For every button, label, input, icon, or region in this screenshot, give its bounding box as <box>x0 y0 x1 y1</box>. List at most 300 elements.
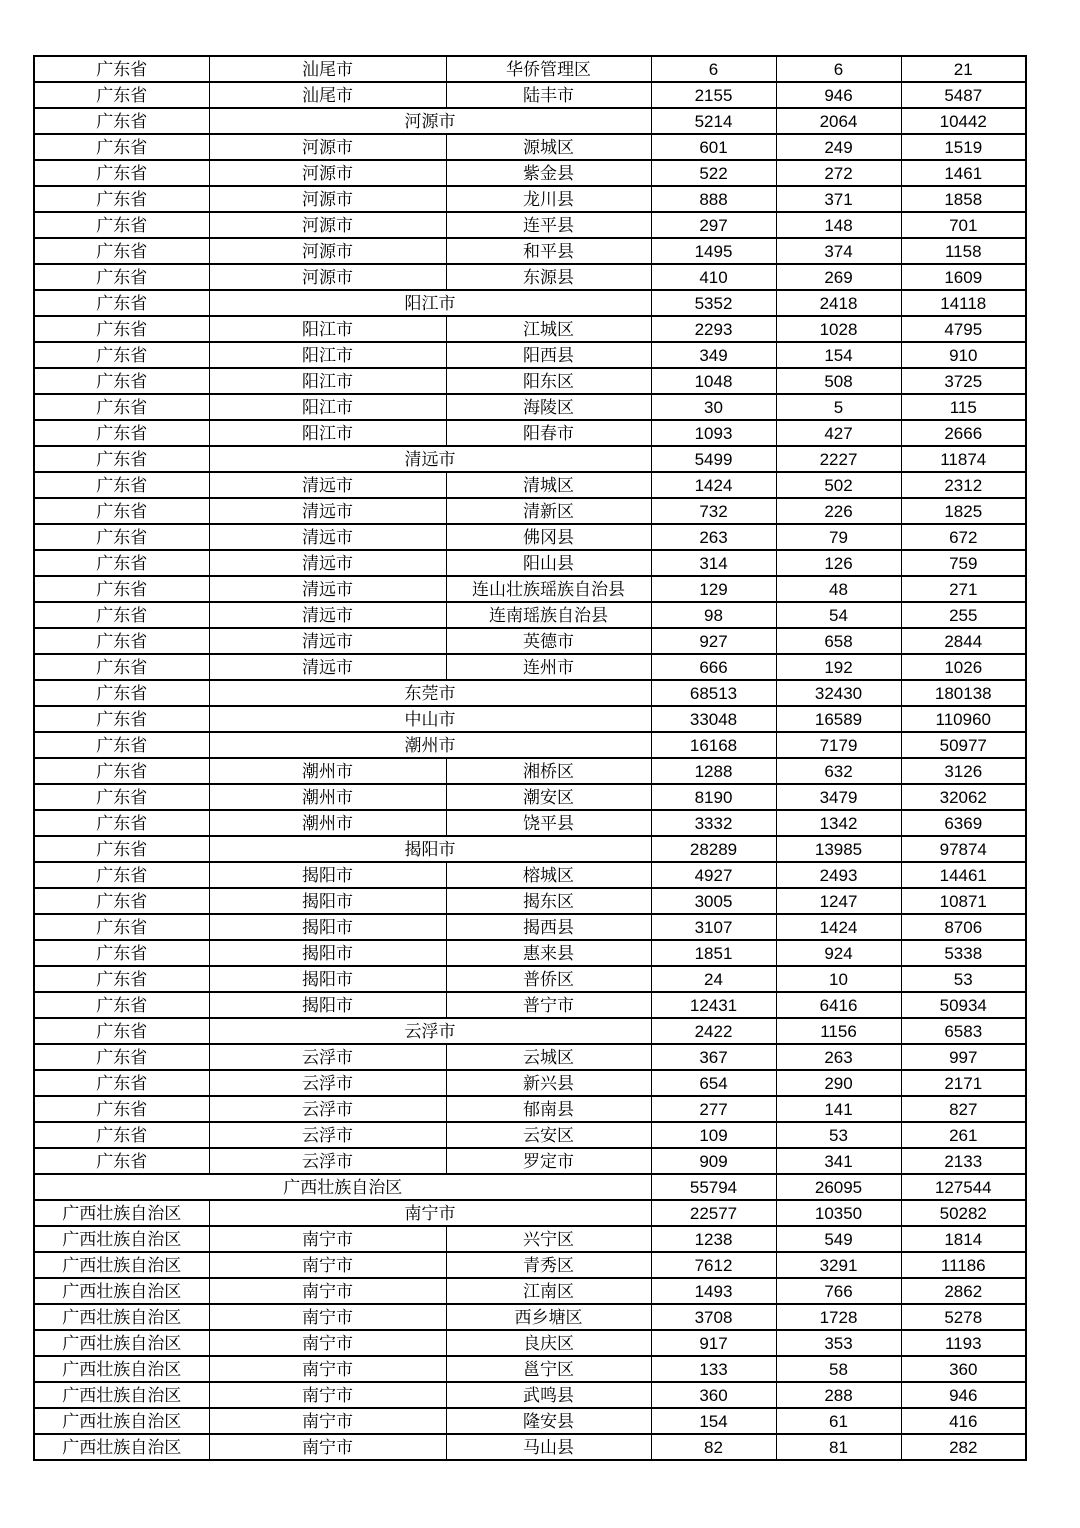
cell-district: 隆安县 <box>446 1408 651 1434</box>
cell-district: 阳春市 <box>446 420 651 446</box>
cell-value-2: 32430 <box>776 680 901 706</box>
cell-value-1: 154 <box>651 1408 776 1434</box>
cell-city: 云浮市 <box>209 1122 446 1148</box>
region-data-table <box>33 55 1027 1461</box>
cell-city: 南宁市 <box>209 1434 446 1460</box>
cell-province: 广东省 <box>34 498 209 524</box>
cell-district: 西乡塘区 <box>446 1304 651 1330</box>
cell-value-2: 3291 <box>776 1252 901 1278</box>
cell-value-2: 427 <box>776 420 901 446</box>
cell-city: 清远市 <box>209 602 446 628</box>
cell-value-1: 410 <box>651 264 776 290</box>
cell-city-merged: 云浮市 <box>209 1018 651 1044</box>
cell-value-2: 1247 <box>776 888 901 914</box>
cell-value-2: 353 <box>776 1330 901 1356</box>
cell-value-2: 272 <box>776 160 901 186</box>
cell-value-2: 54 <box>776 602 901 628</box>
cell-value-3: 1858 <box>901 186 1026 212</box>
table-row <box>34 1382 1026 1408</box>
cell-province: 广东省 <box>34 524 209 550</box>
cell-value-2: 502 <box>776 472 901 498</box>
table-row <box>34 628 1026 654</box>
cell-city-merged: 河源市 <box>209 108 651 134</box>
cell-value-3: 2844 <box>901 628 1026 654</box>
cell-value-3: 2312 <box>901 472 1026 498</box>
cell-value-2: 341 <box>776 1148 901 1174</box>
cell-value-3: 2862 <box>901 1278 1026 1304</box>
cell-value-3: 50977 <box>901 732 1026 758</box>
cell-value-3: 827 <box>901 1096 1026 1122</box>
cell-district: 潮安区 <box>446 784 651 810</box>
cell-value-2: 192 <box>776 654 901 680</box>
cell-value-1: 601 <box>651 134 776 160</box>
cell-value-3: 1026 <box>901 654 1026 680</box>
cell-value-2: 53 <box>776 1122 901 1148</box>
cell-value-3: 21 <box>901 56 1026 82</box>
cell-district: 海陵区 <box>446 394 651 420</box>
cell-value-3: 672 <box>901 524 1026 550</box>
table-row <box>34 1044 1026 1070</box>
cell-province: 广西壮族自治区 <box>34 1200 209 1226</box>
table-row <box>34 784 1026 810</box>
cell-city: 南宁市 <box>209 1278 446 1304</box>
cell-district: 马山县 <box>446 1434 651 1460</box>
table-row <box>34 498 1026 524</box>
table-row <box>34 1122 1026 1148</box>
cell-value-1: 654 <box>651 1070 776 1096</box>
cell-value-2: 549 <box>776 1226 901 1252</box>
cell-value-1: 2155 <box>651 82 776 108</box>
table-row <box>34 1018 1026 1044</box>
cell-city: 南宁市 <box>209 1226 446 1252</box>
cell-value-3: 282 <box>901 1434 1026 1460</box>
cell-value-2: 374 <box>776 238 901 264</box>
cell-value-1: 55794 <box>651 1174 776 1200</box>
cell-province: 广东省 <box>34 134 209 160</box>
table-row <box>34 56 1026 82</box>
cell-value-2: 48 <box>776 576 901 602</box>
cell-district: 英德市 <box>446 628 651 654</box>
table-row <box>34 576 1026 602</box>
cell-city: 南宁市 <box>209 1408 446 1434</box>
cell-value-2: 2493 <box>776 862 901 888</box>
table-row <box>34 420 1026 446</box>
table-row <box>34 1304 1026 1330</box>
cell-district: 东源县 <box>446 264 651 290</box>
cell-city: 汕尾市 <box>209 82 446 108</box>
cell-district: 龙川县 <box>446 186 651 212</box>
cell-value-3: 5278 <box>901 1304 1026 1330</box>
cell-value-2: 3479 <box>776 784 901 810</box>
cell-value-2: 6 <box>776 56 901 82</box>
cell-province: 广东省 <box>34 940 209 966</box>
cell-value-2: 288 <box>776 1382 901 1408</box>
cell-district: 连平县 <box>446 212 651 238</box>
cell-value-1: 1851 <box>651 940 776 966</box>
cell-value-3: 10442 <box>901 108 1026 134</box>
cell-province: 广东省 <box>34 394 209 420</box>
cell-district: 揭东区 <box>446 888 651 914</box>
cell-value-3: 5487 <box>901 82 1026 108</box>
cell-value-3: 416 <box>901 1408 1026 1434</box>
cell-district: 阳东区 <box>446 368 651 394</box>
cell-district: 华侨管理区 <box>446 56 651 82</box>
cell-value-1: 6 <box>651 56 776 82</box>
cell-value-1: 133 <box>651 1356 776 1382</box>
cell-province: 广东省 <box>34 914 209 940</box>
cell-district: 揭西县 <box>446 914 651 940</box>
cell-district: 武鸣县 <box>446 1382 651 1408</box>
cell-value-2: 2064 <box>776 108 901 134</box>
cell-province: 广西壮族自治区 <box>34 1434 209 1460</box>
cell-value-3: 127544 <box>901 1174 1026 1200</box>
cell-value-2: 10 <box>776 966 901 992</box>
cell-province: 广东省 <box>34 784 209 810</box>
cell-value-2: 1028 <box>776 316 901 342</box>
cell-value-2: 5 <box>776 394 901 420</box>
cell-province: 广东省 <box>34 82 209 108</box>
cell-city-merged: 潮州市 <box>209 732 651 758</box>
cell-value-2: 148 <box>776 212 901 238</box>
table-row <box>34 992 1026 1018</box>
cell-city: 汕尾市 <box>209 56 446 82</box>
cell-city: 河源市 <box>209 160 446 186</box>
table-row <box>34 82 1026 108</box>
cell-district: 连南瑶族自治县 <box>446 602 651 628</box>
cell-province: 广西壮族自治区 <box>34 1356 209 1382</box>
cell-city: 清远市 <box>209 628 446 654</box>
cell-value-2: 508 <box>776 368 901 394</box>
table-row <box>34 862 1026 888</box>
cell-value-1: 2422 <box>651 1018 776 1044</box>
cell-value-1: 24 <box>651 966 776 992</box>
cell-value-1: 4927 <box>651 862 776 888</box>
cell-value-1: 129 <box>651 576 776 602</box>
table-row <box>34 1174 1026 1200</box>
table-row <box>34 342 1026 368</box>
table-row <box>34 264 1026 290</box>
cell-province: 广东省 <box>34 992 209 1018</box>
cell-district: 清新区 <box>446 498 651 524</box>
cell-province: 广东省 <box>34 186 209 212</box>
cell-value-1: 3107 <box>651 914 776 940</box>
table-row <box>34 602 1026 628</box>
cell-value-3: 2666 <box>901 420 1026 446</box>
cell-province: 广东省 <box>34 316 209 342</box>
cell-value-3: 255 <box>901 602 1026 628</box>
cell-value-3: 759 <box>901 550 1026 576</box>
cell-province: 广东省 <box>34 160 209 186</box>
cell-value-1: 927 <box>651 628 776 654</box>
cell-city: 阳江市 <box>209 316 446 342</box>
cell-province: 广东省 <box>34 576 209 602</box>
cell-city: 清远市 <box>209 654 446 680</box>
cell-province: 广西壮族自治区 <box>34 1252 209 1278</box>
cell-value-2: 269 <box>776 264 901 290</box>
cell-value-1: 522 <box>651 160 776 186</box>
cell-province: 广东省 <box>34 212 209 238</box>
cell-value-3: 1609 <box>901 264 1026 290</box>
cell-value-1: 349 <box>651 342 776 368</box>
cell-city-merged: 南宁市 <box>209 1200 651 1226</box>
cell-district: 阳山县 <box>446 550 651 576</box>
cell-value-1: 297 <box>651 212 776 238</box>
cell-city: 南宁市 <box>209 1252 446 1278</box>
cell-province: 广西壮族自治区 <box>34 1382 209 1408</box>
cell-value-1: 28289 <box>651 836 776 862</box>
table-row <box>34 914 1026 940</box>
cell-value-1: 3708 <box>651 1304 776 1330</box>
table-row <box>34 680 1026 706</box>
table-row <box>34 134 1026 160</box>
cell-value-1: 22577 <box>651 1200 776 1226</box>
cell-city: 阳江市 <box>209 420 446 446</box>
cell-province-merged: 广西壮族自治区 <box>34 1174 651 1200</box>
cell-value-3: 701 <box>901 212 1026 238</box>
cell-value-2: 1424 <box>776 914 901 940</box>
cell-value-2: 13985 <box>776 836 901 862</box>
cell-value-1: 82 <box>651 1434 776 1460</box>
cell-value-3: 360 <box>901 1356 1026 1382</box>
cell-value-2: 58 <box>776 1356 901 1382</box>
cell-value-2: 6416 <box>776 992 901 1018</box>
cell-value-3: 2133 <box>901 1148 1026 1174</box>
table-row <box>34 888 1026 914</box>
cell-city: 清远市 <box>209 576 446 602</box>
cell-city: 揭阳市 <box>209 992 446 1018</box>
table-row <box>34 524 1026 550</box>
cell-city: 河源市 <box>209 264 446 290</box>
table-row <box>34 290 1026 316</box>
cell-district: 郁南县 <box>446 1096 651 1122</box>
cell-city: 揭阳市 <box>209 940 446 966</box>
cell-value-3: 3126 <box>901 758 1026 784</box>
cell-value-1: 909 <box>651 1148 776 1174</box>
cell-province: 广东省 <box>34 472 209 498</box>
cell-province: 广东省 <box>34 108 209 134</box>
cell-value-3: 1519 <box>901 134 1026 160</box>
cell-value-3: 97874 <box>901 836 1026 862</box>
cell-value-1: 5499 <box>651 446 776 472</box>
cell-city: 云浮市 <box>209 1070 446 1096</box>
cell-province: 广东省 <box>34 342 209 368</box>
cell-province: 广西壮族自治区 <box>34 1330 209 1356</box>
cell-province: 广东省 <box>34 706 209 732</box>
cell-province: 广东省 <box>34 680 209 706</box>
cell-value-2: 26095 <box>776 1174 901 1200</box>
table-row <box>34 654 1026 680</box>
cell-value-1: 7612 <box>651 1252 776 1278</box>
table-row <box>34 394 1026 420</box>
cell-value-1: 2293 <box>651 316 776 342</box>
cell-value-3: 4795 <box>901 316 1026 342</box>
cell-value-3: 53 <box>901 966 1026 992</box>
cell-value-3: 110960 <box>901 706 1026 732</box>
cell-value-1: 109 <box>651 1122 776 1148</box>
cell-value-2: 290 <box>776 1070 901 1096</box>
cell-province: 广东省 <box>34 654 209 680</box>
cell-city: 南宁市 <box>209 1304 446 1330</box>
cell-value-2: 2227 <box>776 446 901 472</box>
cell-district: 江南区 <box>446 1278 651 1304</box>
cell-value-1: 8190 <box>651 784 776 810</box>
cell-value-3: 11874 <box>901 446 1026 472</box>
cell-province: 广东省 <box>34 446 209 472</box>
cell-value-3: 1461 <box>901 160 1026 186</box>
cell-province: 广东省 <box>34 966 209 992</box>
cell-value-1: 5352 <box>651 290 776 316</box>
cell-value-2: 766 <box>776 1278 901 1304</box>
cell-district: 江城区 <box>446 316 651 342</box>
cell-value-1: 917 <box>651 1330 776 1356</box>
cell-value-1: 277 <box>651 1096 776 1122</box>
cell-district: 云城区 <box>446 1044 651 1070</box>
cell-province: 广东省 <box>34 1070 209 1096</box>
cell-district: 青秀区 <box>446 1252 651 1278</box>
cell-value-1: 1495 <box>651 238 776 264</box>
cell-district: 连州市 <box>446 654 651 680</box>
cell-value-2: 141 <box>776 1096 901 1122</box>
cell-province: 广东省 <box>34 1018 209 1044</box>
cell-city: 云浮市 <box>209 1096 446 1122</box>
cell-value-1: 3005 <box>651 888 776 914</box>
table-row <box>34 836 1026 862</box>
cell-province: 广东省 <box>34 1148 209 1174</box>
cell-province: 广东省 <box>34 888 209 914</box>
cell-city: 云浮市 <box>209 1148 446 1174</box>
cell-district: 湘桥区 <box>446 758 651 784</box>
cell-value-2: 154 <box>776 342 901 368</box>
table-row <box>34 1252 1026 1278</box>
cell-value-1: 30 <box>651 394 776 420</box>
cell-value-3: 1193 <box>901 1330 1026 1356</box>
cell-city: 南宁市 <box>209 1330 446 1356</box>
cell-value-3: 3725 <box>901 368 1026 394</box>
cell-value-1: 666 <box>651 654 776 680</box>
cell-district: 榕城区 <box>446 862 651 888</box>
cell-value-2: 1728 <box>776 1304 901 1330</box>
cell-value-2: 16589 <box>776 706 901 732</box>
cell-value-3: 10871 <box>901 888 1026 914</box>
cell-value-2: 2418 <box>776 290 901 316</box>
cell-value-1: 3332 <box>651 810 776 836</box>
cell-province: 广东省 <box>34 628 209 654</box>
cell-province: 广东省 <box>34 1096 209 1122</box>
cell-value-3: 180138 <box>901 680 1026 706</box>
cell-value-1: 68513 <box>651 680 776 706</box>
table-row <box>34 446 1026 472</box>
cell-value-1: 12431 <box>651 992 776 1018</box>
cell-province: 广东省 <box>34 1122 209 1148</box>
cell-province: 广西壮族自治区 <box>34 1226 209 1252</box>
cell-district: 新兴县 <box>446 1070 651 1096</box>
cell-city: 揭阳市 <box>209 914 446 940</box>
cell-value-2: 946 <box>776 82 901 108</box>
cell-city-merged: 中山市 <box>209 706 651 732</box>
cell-city: 揭阳市 <box>209 966 446 992</box>
table-row <box>34 1096 1026 1122</box>
cell-province: 广东省 <box>34 264 209 290</box>
cell-province: 广东省 <box>34 836 209 862</box>
cell-value-3: 271 <box>901 576 1026 602</box>
cell-value-2: 263 <box>776 1044 901 1070</box>
cell-district: 普侨区 <box>446 966 651 992</box>
cell-value-3: 8706 <box>901 914 1026 940</box>
cell-city: 潮州市 <box>209 758 446 784</box>
cell-value-2: 1342 <box>776 810 901 836</box>
cell-city: 阳江市 <box>209 342 446 368</box>
table-row <box>34 160 1026 186</box>
cell-district: 清城区 <box>446 472 651 498</box>
cell-value-2: 632 <box>776 758 901 784</box>
table-row <box>34 1356 1026 1382</box>
cell-province: 广东省 <box>34 290 209 316</box>
cell-value-2: 249 <box>776 134 901 160</box>
cell-district: 罗定市 <box>446 1148 651 1174</box>
cell-value-3: 6583 <box>901 1018 1026 1044</box>
cell-city: 南宁市 <box>209 1382 446 1408</box>
table-row <box>34 550 1026 576</box>
cell-value-3: 1825 <box>901 498 1026 524</box>
table-row <box>34 1434 1026 1460</box>
cell-value-1: 5214 <box>651 108 776 134</box>
cell-province: 广东省 <box>34 732 209 758</box>
cell-district: 陆丰市 <box>446 82 651 108</box>
table-row <box>34 1148 1026 1174</box>
cell-district: 和平县 <box>446 238 651 264</box>
table-row <box>34 316 1026 342</box>
cell-value-2: 226 <box>776 498 901 524</box>
cell-value-2: 79 <box>776 524 901 550</box>
cell-district: 兴宁区 <box>446 1226 651 1252</box>
cell-value-3: 946 <box>901 1382 1026 1408</box>
cell-value-2: 1156 <box>776 1018 901 1044</box>
cell-value-1: 1093 <box>651 420 776 446</box>
cell-value-3: 1814 <box>901 1226 1026 1252</box>
cell-city-merged: 阳江市 <box>209 290 651 316</box>
cell-value-1: 367 <box>651 1044 776 1070</box>
cell-value-1: 888 <box>651 186 776 212</box>
cell-value-1: 16168 <box>651 732 776 758</box>
cell-value-1: 732 <box>651 498 776 524</box>
table-row <box>34 368 1026 394</box>
cell-value-1: 360 <box>651 1382 776 1408</box>
table-row <box>34 758 1026 784</box>
cell-province: 广西壮族自治区 <box>34 1304 209 1330</box>
cell-city: 清远市 <box>209 524 446 550</box>
cell-district: 紫金县 <box>446 160 651 186</box>
cell-value-1: 263 <box>651 524 776 550</box>
cell-value-3: 5338 <box>901 940 1026 966</box>
cell-value-2: 10350 <box>776 1200 901 1226</box>
cell-value-1: 1493 <box>651 1278 776 1304</box>
cell-value-3: 14118 <box>901 290 1026 316</box>
cell-province: 广东省 <box>34 238 209 264</box>
cell-value-1: 1288 <box>651 758 776 784</box>
table-row <box>34 1200 1026 1226</box>
cell-value-3: 2171 <box>901 1070 1026 1096</box>
cell-province: 广东省 <box>34 758 209 784</box>
cell-city: 阳江市 <box>209 394 446 420</box>
cell-province: 广西壮族自治区 <box>34 1408 209 1434</box>
cell-city: 潮州市 <box>209 784 446 810</box>
cell-value-3: 14461 <box>901 862 1026 888</box>
cell-province: 广东省 <box>34 550 209 576</box>
cell-district: 佛冈县 <box>446 524 651 550</box>
cell-value-1: 1424 <box>651 472 776 498</box>
table-row <box>34 966 1026 992</box>
cell-value-3: 11186 <box>901 1252 1026 1278</box>
